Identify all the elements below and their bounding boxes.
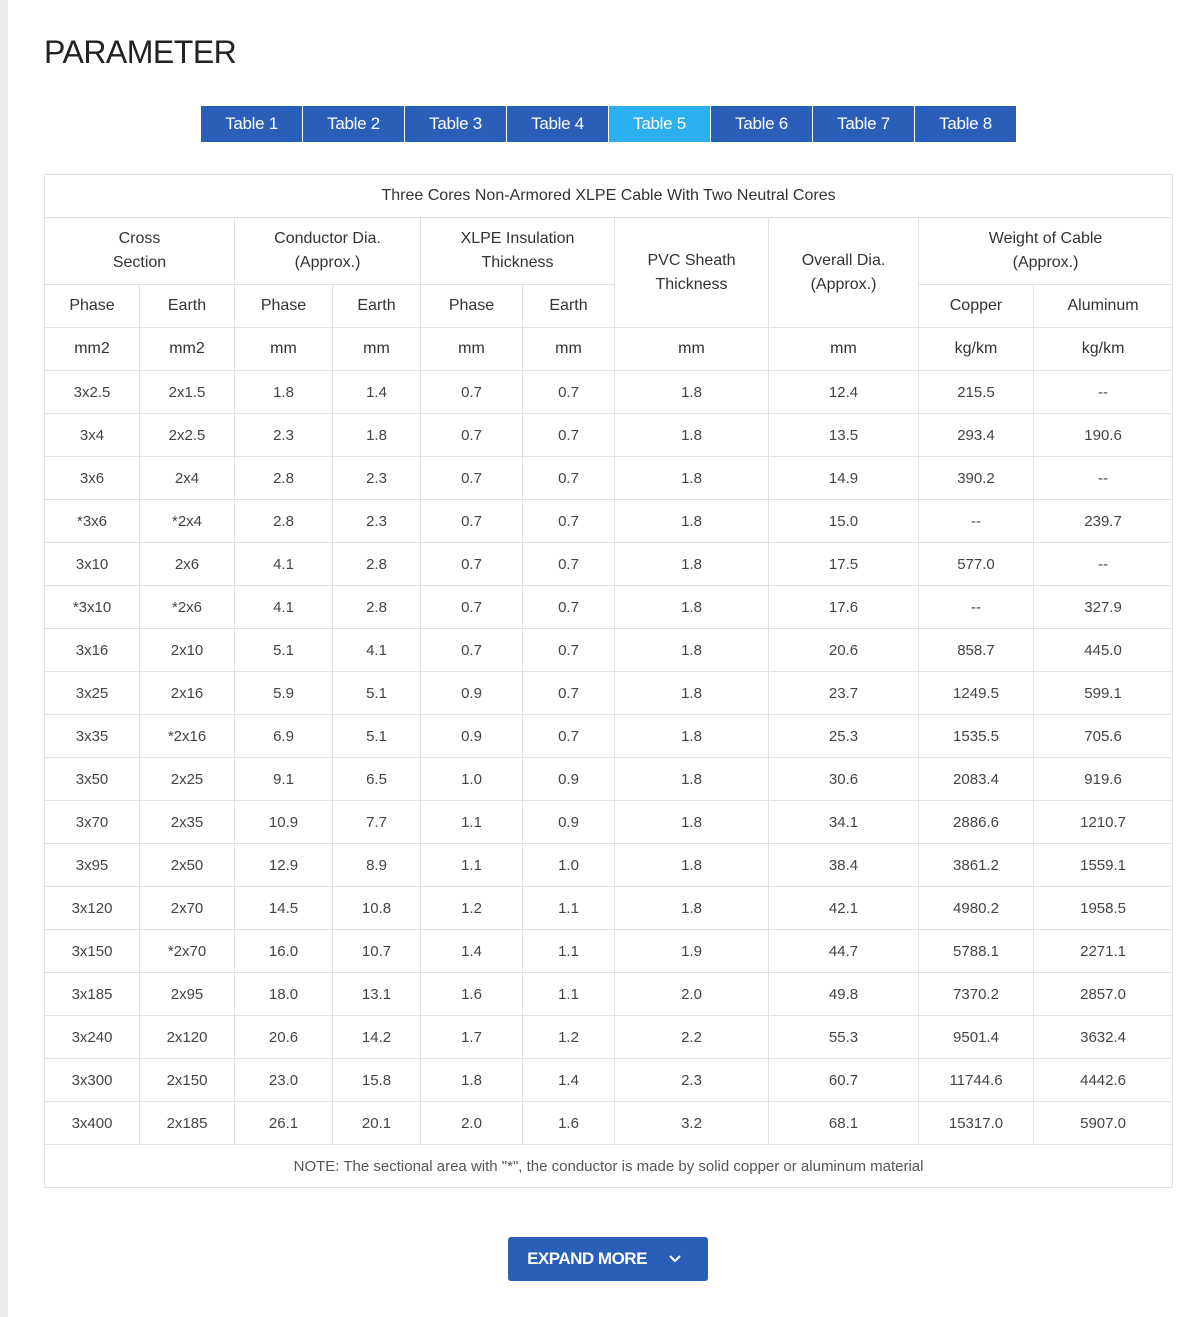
table-cell: 1.4 — [333, 371, 421, 414]
table-cell: 390.2 — [919, 457, 1034, 500]
table-cell: -- — [1034, 457, 1173, 500]
table-cell: 16.0 — [235, 930, 333, 973]
table-cell: *3x10 — [45, 586, 140, 629]
table-row — [45, 1059, 1173, 1102]
tab-table-6[interactable]: Table 6 — [711, 106, 812, 142]
table-row — [45, 1016, 1173, 1059]
table-cell: 2x150 — [140, 1059, 235, 1102]
table-cell: 3x400 — [45, 1102, 140, 1145]
table-cell: 2.0 — [421, 1102, 523, 1145]
table-row — [45, 457, 1173, 500]
table-cell: 1.7 — [421, 1016, 523, 1059]
table-cell: 858.7 — [919, 629, 1034, 672]
table-cell: 30.6 — [769, 758, 919, 801]
subheader-aluminum: Aluminum — [1034, 285, 1173, 328]
table-cell: 4.1 — [235, 543, 333, 586]
table-cell: 3x35 — [45, 715, 140, 758]
table-row — [45, 371, 1173, 414]
table-cell: 5907.0 — [1034, 1102, 1173, 1145]
tab-table-8[interactable]: Table 8 — [915, 106, 1016, 142]
subheader-copper: Copper — [919, 285, 1034, 328]
table-cell: 1.1 — [421, 844, 523, 887]
table-cell: 1.8 — [615, 801, 769, 844]
table-cell: 6.5 — [333, 758, 421, 801]
table-cell: *2x16 — [140, 715, 235, 758]
table-cell: 2.8 — [235, 500, 333, 543]
table-cell: 0.9 — [523, 758, 615, 801]
unit-cell: mm — [235, 328, 333, 371]
table-cell: 26.1 — [235, 1102, 333, 1145]
table-cell: 44.7 — [769, 930, 919, 973]
table-cell: 15.8 — [333, 1059, 421, 1102]
table-cell: 1.8 — [615, 371, 769, 414]
table-cell: 5788.1 — [919, 930, 1034, 973]
table-cell: 215.5 — [919, 371, 1034, 414]
table-cell: 1.8 — [615, 586, 769, 629]
table-cell: 0.7 — [523, 543, 615, 586]
table-cell: 5.1 — [333, 672, 421, 715]
table-cell: *3x6 — [45, 500, 140, 543]
table-cell: 239.7 — [1034, 500, 1173, 543]
table-cell: 3861.2 — [919, 844, 1034, 887]
table-cell: 1.1 — [421, 801, 523, 844]
table-cell: 1.1 — [523, 887, 615, 930]
table-cell: 3.2 — [615, 1102, 769, 1145]
table-cell: 18.0 — [235, 973, 333, 1016]
table-cell: 20.6 — [769, 629, 919, 672]
table-cell: 3x185 — [45, 973, 140, 1016]
table-cell: 17.5 — [769, 543, 919, 586]
table-cell: 2x25 — [140, 758, 235, 801]
table-cell: 1958.5 — [1034, 887, 1173, 930]
table-cell: 3x50 — [45, 758, 140, 801]
table-cell: 190.6 — [1034, 414, 1173, 457]
tab-table-4[interactable]: Table 4 — [507, 106, 608, 142]
table-row — [45, 715, 1173, 758]
table-cell: 0.7 — [421, 586, 523, 629]
table-cell: *2x70 — [140, 930, 235, 973]
table-cell: 15.0 — [769, 500, 919, 543]
table-cell: 7370.2 — [919, 973, 1034, 1016]
table-cell: 2857.0 — [1034, 973, 1173, 1016]
table-cell: 20.6 — [235, 1016, 333, 1059]
unit-cell: mm — [421, 328, 523, 371]
table-cell: 34.1 — [769, 801, 919, 844]
tab-table-3[interactable]: Table 3 — [405, 106, 506, 142]
table-cell: 2886.6 — [919, 801, 1034, 844]
table-cell: 1.8 — [615, 629, 769, 672]
table-cell: 3x70 — [45, 801, 140, 844]
table-row — [45, 500, 1173, 543]
table-cell: 0.7 — [523, 500, 615, 543]
table-cell: 1.8 — [615, 543, 769, 586]
table-cell: 2x2.5 — [140, 414, 235, 457]
table-row — [45, 758, 1173, 801]
parameter-table — [44, 174, 1173, 1188]
table-row — [45, 672, 1173, 715]
table-cell: 445.0 — [1034, 629, 1173, 672]
table-cell: 55.3 — [769, 1016, 919, 1059]
table-cell: 1210.7 — [1034, 801, 1173, 844]
table-cell: 60.7 — [769, 1059, 919, 1102]
table-cell: 1.1 — [523, 973, 615, 1016]
unit-cell: mm2 — [140, 328, 235, 371]
table-cell: 705.6 — [1034, 715, 1173, 758]
table-cell: 4.1 — [235, 586, 333, 629]
table-row — [45, 414, 1173, 457]
table-row — [45, 887, 1173, 930]
table-cell: 3x240 — [45, 1016, 140, 1059]
table-cell: -- — [1034, 371, 1173, 414]
table-cell: 0.7 — [523, 371, 615, 414]
table-cell: 3632.4 — [1034, 1016, 1173, 1059]
unit-cell: mm — [615, 328, 769, 371]
table-cell: 5.1 — [235, 629, 333, 672]
table-cell: 1.0 — [523, 844, 615, 887]
table-cell: 2.3 — [333, 500, 421, 543]
table-cell: 11744.6 — [919, 1059, 1034, 1102]
table-cell: 17.6 — [769, 586, 919, 629]
unit-cell: kg/km — [1034, 328, 1173, 371]
table-cell: 2x16 — [140, 672, 235, 715]
table-row — [45, 844, 1173, 887]
table-note: NOTE: The sectional area with "*", the conductor is made by solid copper or aluminum material — [45, 1145, 1173, 1188]
table-cell: 1.1 — [523, 930, 615, 973]
table-cell: 1.4 — [421, 930, 523, 973]
table-body — [45, 371, 1173, 1145]
table-cell: 3x10 — [45, 543, 140, 586]
table-cell: 0.7 — [421, 457, 523, 500]
table-cell: 1.8 — [615, 500, 769, 543]
tab-table-5[interactable]: Table 5 — [609, 106, 710, 142]
tab-table-1[interactable]: Table 1 — [201, 106, 302, 142]
table-row — [45, 1102, 1173, 1145]
table-cell: 42.1 — [769, 887, 919, 930]
table-cell: 0.7 — [421, 414, 523, 457]
table-cell: 0.7 — [523, 629, 615, 672]
table-cell: 7.7 — [333, 801, 421, 844]
unit-cell: mm2 — [45, 328, 140, 371]
table-cell: -- — [1034, 543, 1173, 586]
tab-table-7[interactable]: Table 7 — [813, 106, 914, 142]
table-cell: 2x4 — [140, 457, 235, 500]
table-cell: 25.3 — [769, 715, 919, 758]
table-cell: 1.8 — [333, 414, 421, 457]
table-cell: 2.2 — [615, 1016, 769, 1059]
table-cell: 3x150 — [45, 930, 140, 973]
table-cell: 2083.4 — [919, 758, 1034, 801]
table-cell: 1535.5 — [919, 715, 1034, 758]
table-row — [45, 543, 1173, 586]
table-cell: 577.0 — [919, 543, 1034, 586]
expand-more-label: EXPAND MORE — [527, 1249, 647, 1268]
table-row — [45, 629, 1173, 672]
table-cell: 1.0 — [421, 758, 523, 801]
table-cell: 0.7 — [421, 629, 523, 672]
table-cell: 0.7 — [523, 672, 615, 715]
table-cell: 0.7 — [523, 586, 615, 629]
subheader-phase: Phase — [45, 285, 140, 328]
table-cell: 3x6 — [45, 457, 140, 500]
table-cell: 2.3 — [615, 1059, 769, 1102]
table-cell: 2271.1 — [1034, 930, 1173, 973]
table-cell: 3x120 — [45, 887, 140, 930]
table-cell: 2x10 — [140, 629, 235, 672]
table-cell: 2x1.5 — [140, 371, 235, 414]
left-edge-strip — [0, 0, 8, 1317]
table-cell: 10.8 — [333, 887, 421, 930]
expand-more-button[interactable] — [508, 1237, 708, 1281]
table-row — [45, 801, 1173, 844]
table-cell: 4980.2 — [919, 887, 1034, 930]
table-cell: 15317.0 — [919, 1102, 1034, 1145]
header-overall-dia: Overall Dia. (Approx.) — [769, 218, 919, 328]
table-cell: 6.9 — [235, 715, 333, 758]
chevron-down-icon — [669, 1255, 681, 1263]
subheader-phase: Phase — [235, 285, 333, 328]
table-cell: 293.4 — [919, 414, 1034, 457]
table-cell: 13.5 — [769, 414, 919, 457]
table-cell: 0.9 — [421, 672, 523, 715]
header-weight: Weight of Cable (Approx.) — [919, 218, 1173, 285]
table-cell: 9501.4 — [919, 1016, 1034, 1059]
table-cell: 1.6 — [523, 1102, 615, 1145]
table-cell: 20.1 — [333, 1102, 421, 1145]
header-xlpe-insulation: XLPE Insulation Thickness — [421, 218, 615, 285]
table-cell: 1.6 — [421, 973, 523, 1016]
header-cross-section: Cross Section — [45, 218, 235, 285]
table-cell: -- — [919, 500, 1034, 543]
table-cell: 12.4 — [769, 371, 919, 414]
table-cell: 2.0 — [615, 973, 769, 1016]
table-cell: 1.4 — [523, 1059, 615, 1102]
unit-cell: mm — [333, 328, 421, 371]
table-cell: 3x4 — [45, 414, 140, 457]
table-cell: 1.8 — [421, 1059, 523, 1102]
table-cell: 9.1 — [235, 758, 333, 801]
table-cell: 2x185 — [140, 1102, 235, 1145]
unit-cell: mm — [769, 328, 919, 371]
table-cell: 4442.6 — [1034, 1059, 1173, 1102]
table-cell: 0.7 — [421, 371, 523, 414]
table-cell: 0.7 — [523, 457, 615, 500]
table-cell: 0.7 — [421, 543, 523, 586]
table-cell: 5.9 — [235, 672, 333, 715]
table-cell: 2x50 — [140, 844, 235, 887]
table-cell: 49.8 — [769, 973, 919, 1016]
table-cell: 68.1 — [769, 1102, 919, 1145]
page-title: PARAMETER — [44, 34, 237, 70]
subheader-phase: Phase — [421, 285, 523, 328]
table-cell: 14.9 — [769, 457, 919, 500]
table-cell: 1.8 — [615, 887, 769, 930]
table-cell: 3x95 — [45, 844, 140, 887]
table-cell: 0.9 — [421, 715, 523, 758]
table-cell: 2x70 — [140, 887, 235, 930]
table-cell: 13.1 — [333, 973, 421, 1016]
table-cell: 0.9 — [523, 801, 615, 844]
table-cell: 10.7 — [333, 930, 421, 973]
table-cell: 14.5 — [235, 887, 333, 930]
tab-table-2[interactable]: Table 2 — [303, 106, 404, 142]
table-cell: 3x2.5 — [45, 371, 140, 414]
subheader-earth: Earth — [333, 285, 421, 328]
table-cell: 919.6 — [1034, 758, 1173, 801]
table-cell: 0.7 — [523, 414, 615, 457]
subheader-earth: Earth — [140, 285, 235, 328]
table-cell: 3x16 — [45, 629, 140, 672]
table-tabs — [201, 106, 1017, 142]
table-cell: 1.8 — [615, 457, 769, 500]
table-cell: 1.8 — [615, 715, 769, 758]
table-cell: 5.1 — [333, 715, 421, 758]
table-cell: 1.8 — [235, 371, 333, 414]
table-cell: 2x6 — [140, 543, 235, 586]
subheader-earth: Earth — [523, 285, 615, 328]
table-cell: 0.7 — [523, 715, 615, 758]
table-cell: 23.0 — [235, 1059, 333, 1102]
table-cell: 599.1 — [1034, 672, 1173, 715]
table-cell: *2x4 — [140, 500, 235, 543]
table-cell: -- — [919, 586, 1034, 629]
table-cell: 1.8 — [615, 758, 769, 801]
table-cell: 2x120 — [140, 1016, 235, 1059]
table-cell: 4.1 — [333, 629, 421, 672]
table-cell: 2x35 — [140, 801, 235, 844]
table-cell: 2.3 — [333, 457, 421, 500]
table-cell: 1.2 — [523, 1016, 615, 1059]
table-cell: 2.8 — [333, 543, 421, 586]
table-cell: 1.8 — [615, 414, 769, 457]
unit-cell: kg/km — [919, 328, 1034, 371]
table-cell: 2.3 — [235, 414, 333, 457]
table-row — [45, 930, 1173, 973]
table-cell: 14.2 — [333, 1016, 421, 1059]
table-cell: 2.8 — [333, 586, 421, 629]
table-cell: *2x6 — [140, 586, 235, 629]
table-cell: 12.9 — [235, 844, 333, 887]
table-cell: 8.9 — [333, 844, 421, 887]
header-conductor-dia: Conductor Dia. (Approx.) — [235, 218, 421, 285]
table-cell: 3x300 — [45, 1059, 140, 1102]
table-cell: 1.8 — [615, 844, 769, 887]
table-cell: 1.2 — [421, 887, 523, 930]
table-cell: 2x95 — [140, 973, 235, 1016]
table-cell: 23.7 — [769, 672, 919, 715]
table-cell: 2.8 — [235, 457, 333, 500]
table-cell: 327.9 — [1034, 586, 1173, 629]
table-caption: Three Cores Non-Armored XLPE Cable With Two Neutral Cores — [45, 175, 1173, 218]
table-cell: 0.7 — [421, 500, 523, 543]
table-cell: 10.9 — [235, 801, 333, 844]
table-cell: 1249.5 — [919, 672, 1034, 715]
table-cell: 1559.1 — [1034, 844, 1173, 887]
units-row — [45, 328, 1173, 371]
table-cell: 38.4 — [769, 844, 919, 887]
header-pvc-sheath: PVC Sheath Thickness — [615, 218, 769, 328]
table-row — [45, 973, 1173, 1016]
table-cell: 1.9 — [615, 930, 769, 973]
unit-cell: mm — [523, 328, 615, 371]
table-row — [45, 586, 1173, 629]
table-cell: 3x25 — [45, 672, 140, 715]
table-cell: 1.8 — [615, 672, 769, 715]
